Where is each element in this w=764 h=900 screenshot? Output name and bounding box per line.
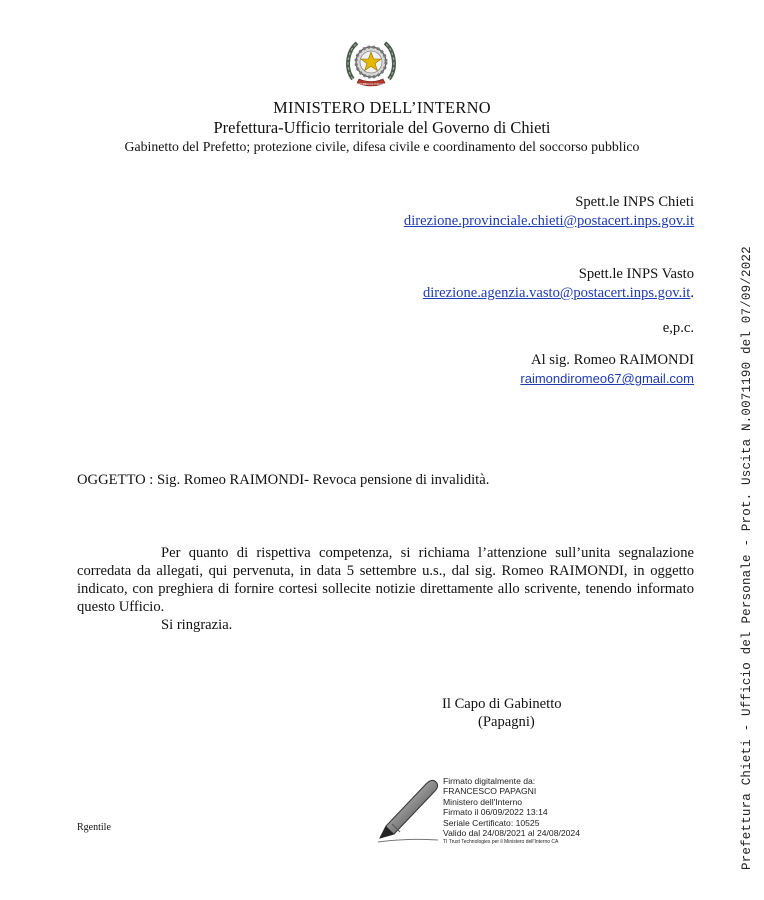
- cc-email[interactable]: raimondiromeo67@gmail.com: [520, 371, 694, 386]
- recipient-1-email[interactable]: direzione.provinciale.chieti@postacert.inps.gov.it: [403, 213, 694, 229]
- subject-line: OGGETTO : Sig. Romeo RAIMONDI- Revoca pensione di invalidità.: [77, 472, 490, 488]
- digital-signature-line: Ministero dell'Interno: [443, 796, 523, 807]
- body-paragraph: Per quanto di rispettiva competenza, si richiama l’attenzione sull’unita segnalazione corredata da allegati, qui pervenuta, in data 5 settembre u.s., dal sig. Romeo RAIMONDI, in oggetto indicato, con preghiera di fornire cortesi sollecite notizie direttamente allo scrivente, tenendo informato questo Ufficio.: [77, 545, 694, 615]
- protocol-stamp: Prefettura Chieti - Ufficio del Personale - Prot. Uscita N.0071190 del 07/09/2022: [740, 246, 754, 870]
- digital-signature-info: [443, 776, 580, 847]
- pen-icon: [376, 776, 440, 844]
- cc-name: Al sig. Romeo RAIMONDI: [531, 352, 694, 368]
- recipient-2-email-suffix: .: [690, 285, 694, 301]
- digital-signature-line: Firmato il 06/09/2022 13:14: [443, 807, 548, 818]
- cc-label: e,p.c.: [662, 320, 694, 336]
- recipient-2-email[interactable]: direzione.agenzia.vasto@postacert.inps.gov.it: [422, 285, 691, 301]
- ministry-title: MINISTERO DELL’INTERNO: [273, 98, 491, 117]
- office-title: Prefettura-Ufficio territoriale del Governo di Chieti: [213, 118, 551, 137]
- recipient-2-label: Spett.le INPS Vasto: [578, 266, 694, 282]
- closing-line: Si ringrazia.: [161, 617, 233, 633]
- republic-emblem: [343, 35, 399, 91]
- digital-signature-line: FRANCESCO PAPAGNI: [443, 786, 537, 797]
- recipient-2-email-line: [423, 285, 694, 302]
- department-title: Gabinetto del Prefetto; protezione civile, difesa civile e coordinamento del soccorso pubblico: [124, 139, 640, 154]
- recipient-1-label: Spett.le INPS Chieti: [575, 194, 694, 210]
- digital-signature-line: Valido dal 24/08/2021 al 24/08/2024: [443, 828, 580, 839]
- signature-name: (Papagni): [478, 714, 535, 730]
- signature-title: Il Capo di Gabinetto: [442, 696, 562, 712]
- digital-signature-line: Firmato digitalmente da:: [443, 776, 536, 786]
- author-initials: Rgentile: [77, 822, 111, 833]
- digital-signature-issuer: TI Trust Technologies per il Ministero dell'Interno CA: [443, 839, 559, 846]
- emblem-ribbon-text: REPVBBLICA ITALIANA: [354, 82, 388, 86]
- digital-signature-line: Seriale Certificato: 10525: [443, 817, 540, 828]
